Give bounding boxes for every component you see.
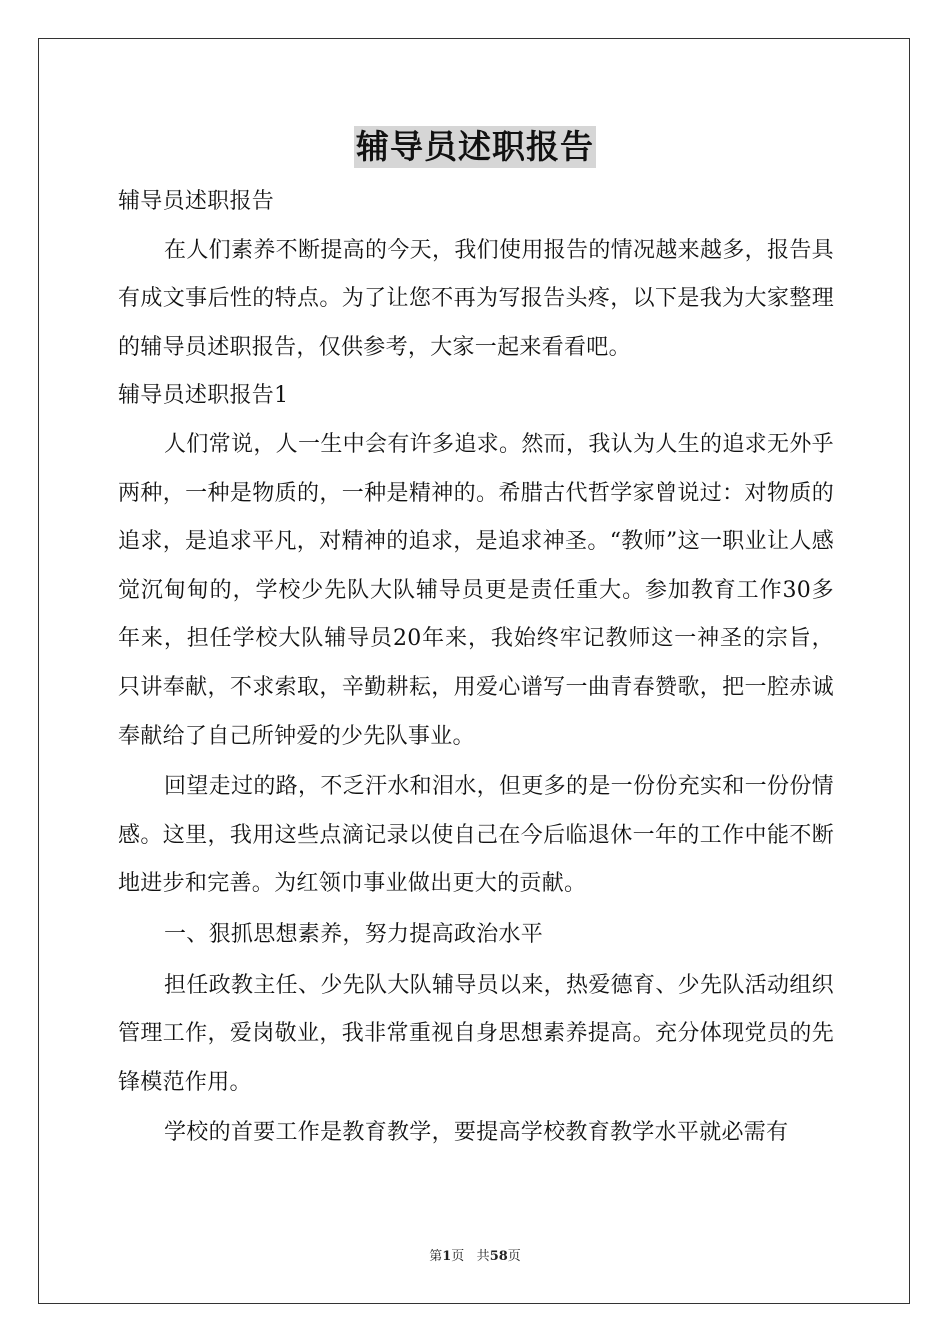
document-title [0, 126, 950, 168]
section-heading: 辅导员述职报告 [118, 189, 275, 214]
intro-paragraph: 在人们素养不断提高的今天，我们使用报告的情况越来越多，报告具有成文事后性的特点。为了让您不再为写报告头疼，以下是我为大家整理的辅导员述职报告，仅供参考，大家一起来看看吧。 [118, 237, 834, 360]
page-footer [0, 1248, 950, 1266]
subsection-heading: 一、狠抓思想素养，努力提高政治水平 [164, 921, 544, 947]
body-paragraph: 担任政教主任、少先队大队辅导员以来，热爱德育、少先队活动组织管理工作，爱岗敬业，我非常重视自身思想素养提高。充分体现党员的先锋模范作用。 [118, 972, 834, 1095]
footer-page-number: 1 [442, 1249, 452, 1264]
footer-page-suffix: 页 [451, 1249, 465, 1264]
document-body [118, 178, 834, 1158]
body-paragraph: 回望走过的路，不乏汗水和泪水，但更多的是一份份充实和一份份情感。这里，我用这些点滴记录以使自己在今后临退休一年的工作中能不断地进步和完善。为红领巾事业做出更大的贡献。 [118, 774, 834, 897]
footer-total-pages: 58 [489, 1249, 508, 1264]
body-paragraph: 学校的首要工作是教育教学，要提高学校教育教学水平就必需有 [164, 1120, 789, 1146]
document-title-text: 辅导员述职报告 [356, 127, 594, 166]
section-heading-1: 辅导员述职报告1 [118, 383, 289, 409]
footer-page-prefix: 第 [429, 1249, 443, 1264]
footer-total-prefix: 共 [476, 1249, 490, 1264]
footer-total-suffix: 页 [507, 1249, 521, 1264]
body-paragraph: 人们常说，人一生中会有许多追求。然而，我认为人生的追求无外乎两种，一种是物质的，一种是精神的。希腊古代哲学家曾说过：对物质的追求，是追求平凡，对精神的追求，是追求神圣。“教师”这一职业让人感觉沉甸甸的，学校少先队大队辅导员更是责任重大。参加教育工作30多年来，担任学校大队辅导员20年来，我始终牢记教师这一神圣的宗旨，只讲奉献，不求索取，辛勤耕耘，用爱心谱写一曲青春赞歌，把一腔赤诚奉献给了自己所钟爱的少先队事业。 [118, 431, 834, 749]
